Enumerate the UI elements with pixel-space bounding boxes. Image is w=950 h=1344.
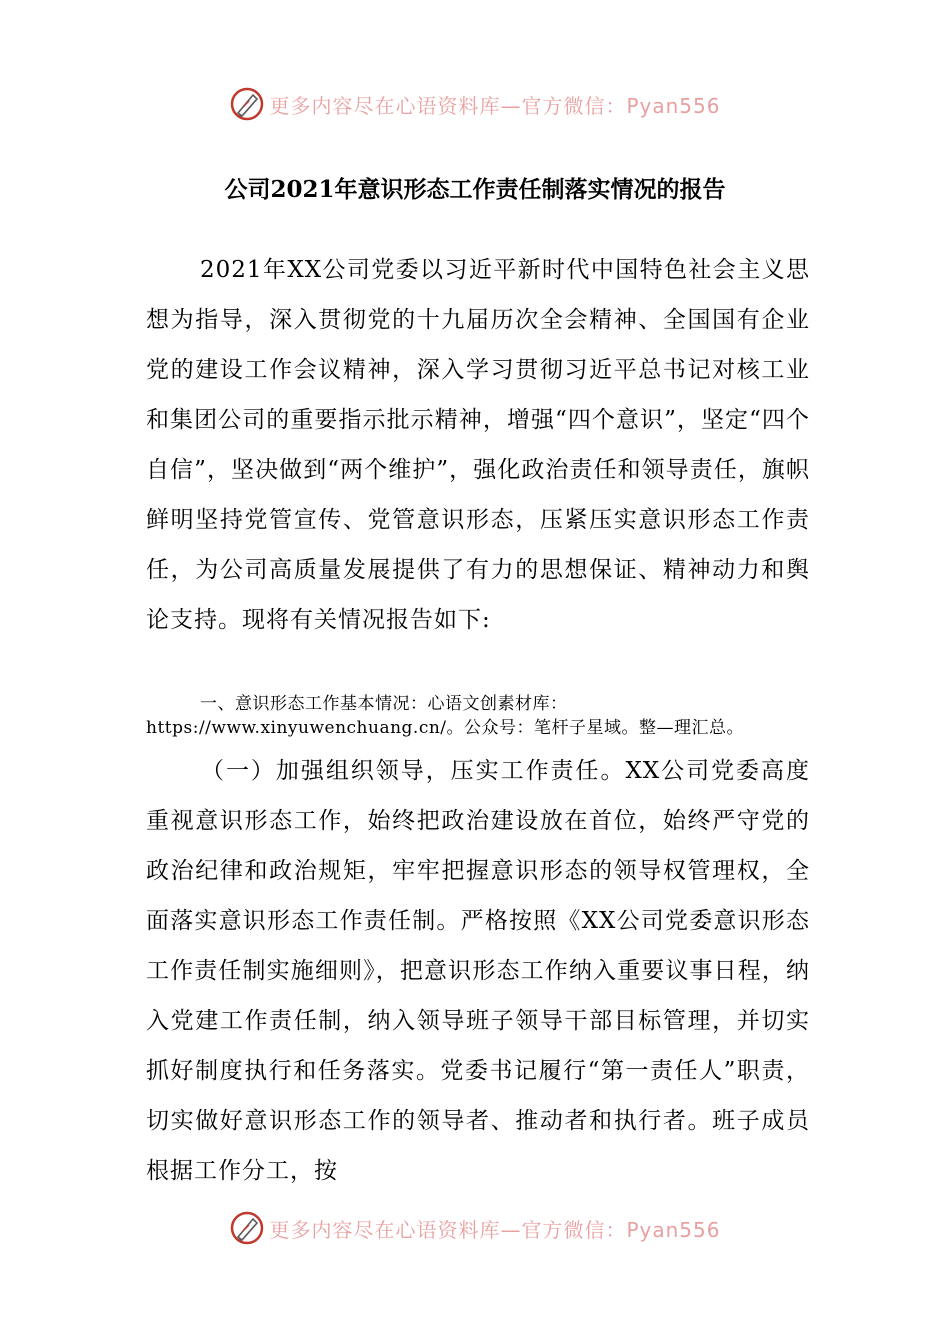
footer-banner [0,1208,950,1248]
document-title: 公司2021年意识形态工作责任制落实情况的报告 [224,176,726,203]
header-banner-inner [229,86,720,122]
footer-banner-inner [229,1210,720,1246]
header-banner-text: 更多内容尽在心语资料库—官方微信：Pyan556 [269,93,721,118]
section-paragraph-text: XX公司党委高度重视意识形态工作，始终把政治建设放在首位，始终严守党的政治纪律和政治规矩，牢牢把握意识形态的领导权管理权，全面落实意识形态工作责任制。严格按照《XX公司党委意识形态工作责任制实施细则》，把意识形态工作纳入重要议事日程，纳入党建工作责任制，纳入领导班子领导干部目标管理，并切实抓好制度执行和任务落实。党委书记履行“第一责任人”职责，切实做好意识形态工作的领导者、推动者和执行者。班子成员根据工作分工，按 [146,758,810,1184]
source-note [146,692,810,740]
pen-logo-icon [229,86,265,122]
source-note-text: 一、意识形态工作基本情况：心语文创素材库：https://www.xinyuwenchuang.cn/。公众号：笔杆子星域。整—理汇总。 [146,694,745,738]
intro-paragraph-text: 2021年XX公司党委以习近平新时代中国特色社会主义思想为指导，深入贯彻党的十九届历次全会精神、全国国有企业党的建设工作会议精神，深入学习贯彻习近平总书记对核工业和集团公司的重要指示批示精神，增强“四个意识”，坚定“四个自信”，坚决做到“两个维护”，强化政治责任和领导责任，旗帜鲜明坚持党管宣传、党管意识形态，压紧压实意识形态工作责任，为公司高质量发展提供了有力的思想保证、精神动力和舆论支持。现将有关情况报告如下: [146,257,810,633]
pen-logo-icon [229,1210,265,1246]
section-heading: （一）加强组织领导，压实工作责任。 [200,758,626,784]
section-paragraph [146,746,810,1196]
header-banner [0,84,950,124]
footer-banner-text: 更多内容尽在心语资料库—官方微信：Pyan556 [269,1217,721,1242]
intro-paragraph [146,245,810,645]
